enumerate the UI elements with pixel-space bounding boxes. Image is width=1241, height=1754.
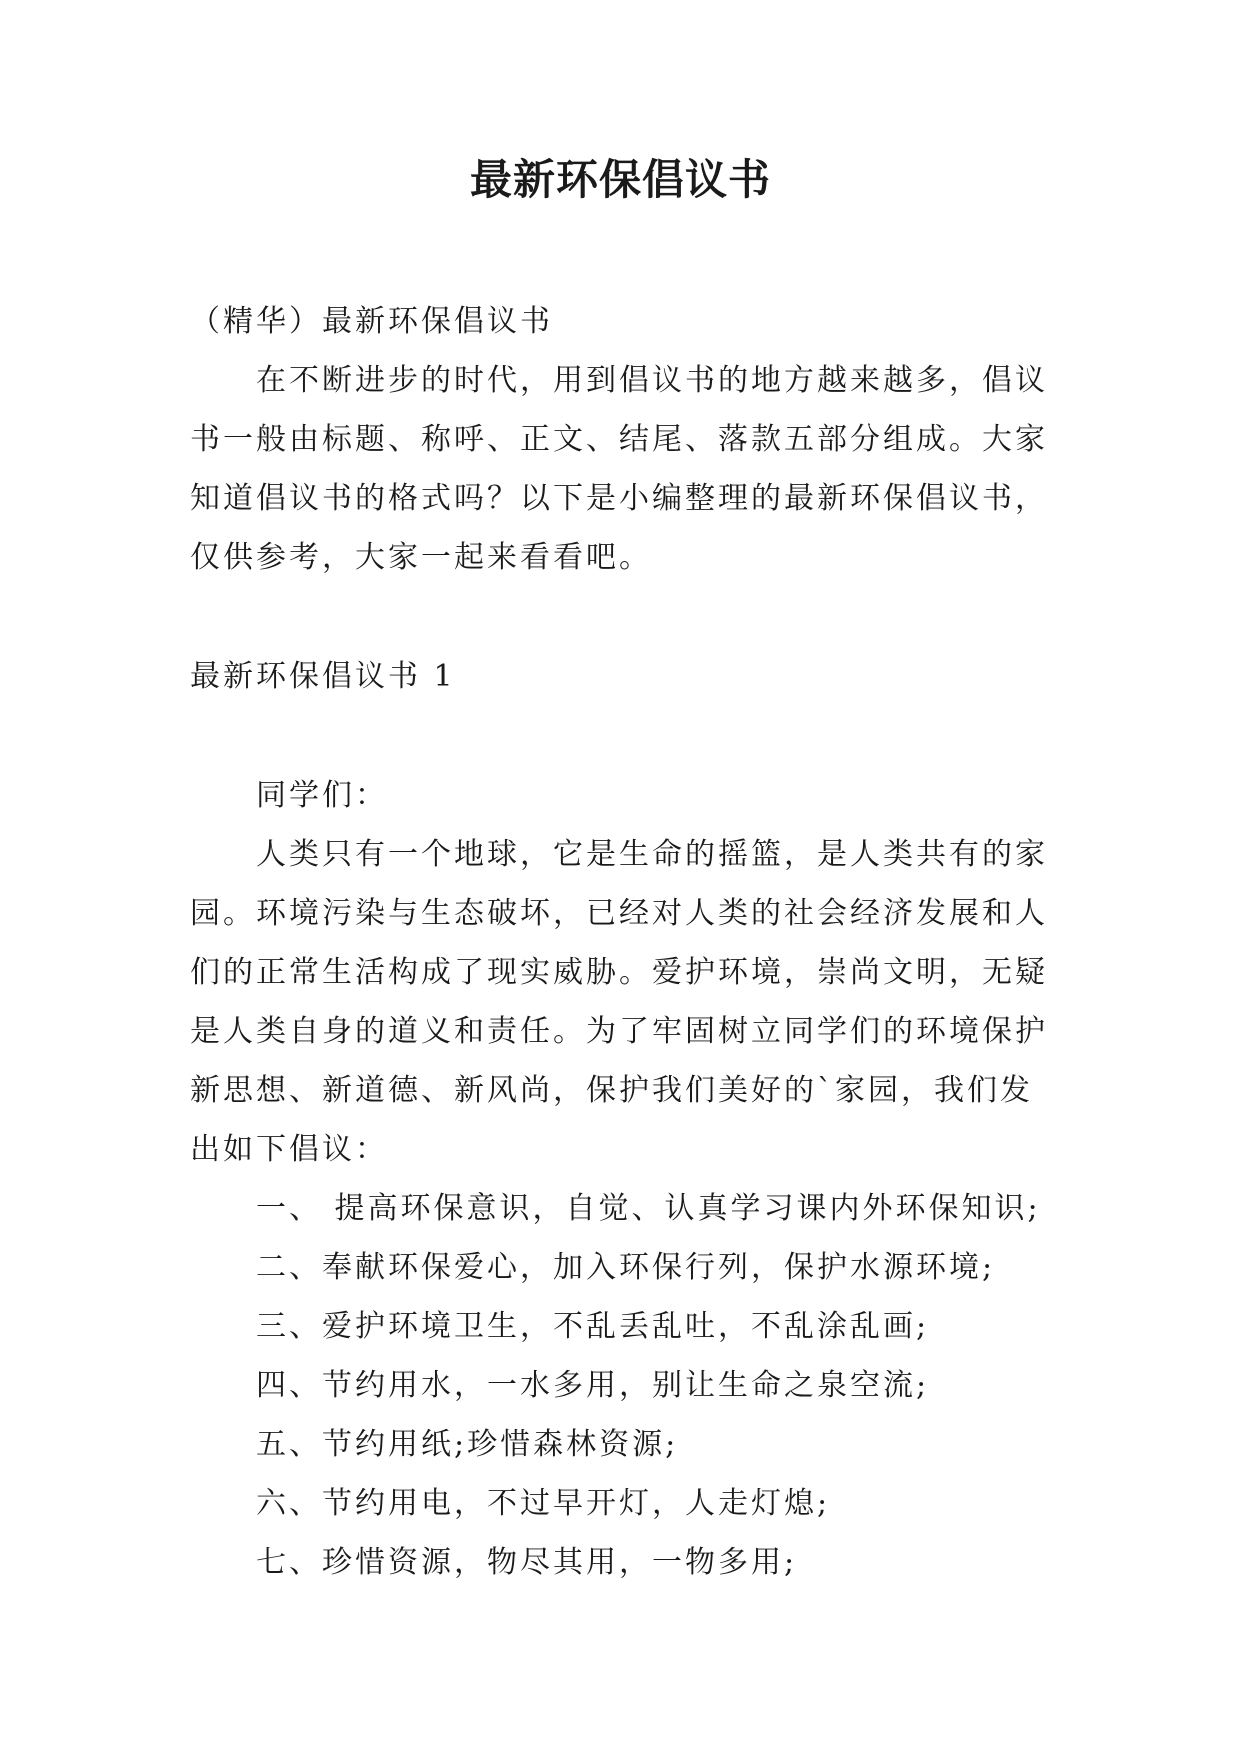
paragraph-line: 们的正常生活构成了现实威胁。爱护环境，崇尚文明，无疑 bbox=[190, 955, 1048, 990]
intro-line: 书一般由标题、称呼、正文、结尾、落款五部分组成。大家 bbox=[190, 422, 1048, 457]
paragraph-line: 人类只有一个地球，它是生命的摇篮，是人类共有的家 bbox=[256, 837, 1048, 872]
proposal-item: 六、节约用电，不过早开灯，人走灯熄; bbox=[256, 1486, 831, 1521]
salutation: 同学们： bbox=[256, 778, 388, 813]
proposal-item: 一、 提高环保意识，自觉、认真学习课内外环保知识; bbox=[256, 1191, 1041, 1226]
document-subtitle: （精华）最新环保倡议书 bbox=[190, 304, 553, 339]
proposal-item: 二、奉献环保爱心，加入环保行列，保护水源环境; bbox=[256, 1250, 996, 1285]
section-heading: 最新环保倡议书 1 bbox=[190, 659, 456, 694]
paragraph-line: 是人类自身的道义和责任。为了牢固树立同学们的环境保护 bbox=[190, 1014, 1048, 1049]
intro-line: 仅供参考，大家一起来看看吧。 bbox=[190, 540, 652, 575]
proposal-item: 三、爱护环境卫生，不乱丢乱吐，不乱涂乱画; bbox=[256, 1309, 930, 1344]
paragraph-line: 新思想、新道德、新风尚，保护我们美好的`家园，我们发 bbox=[190, 1073, 1033, 1108]
proposal-item: 四、节约用水，一水多用，别让生命之泉空流; bbox=[256, 1368, 930, 1403]
proposal-item: 七、珍惜资源，物尽其用，一物多用; bbox=[256, 1545, 798, 1580]
document-title: 最新环保倡议书 bbox=[469, 155, 771, 204]
intro-line: 在不断进步的时代，用到倡议书的地方越来越多，倡议 bbox=[256, 363, 1048, 398]
paragraph-line: 出如下倡议： bbox=[190, 1132, 388, 1167]
paragraph-line: 园。环境污染与生态破坏，已经对人类的社会经济发展和人 bbox=[190, 896, 1048, 931]
document-body bbox=[190, 292, 1070, 1592]
proposal-item: 五、节约用纸;珍惜森林资源; bbox=[256, 1427, 679, 1462]
intro-line: 知道倡议书的格式吗？以下是小编整理的最新环保倡议书， bbox=[190, 481, 1048, 516]
